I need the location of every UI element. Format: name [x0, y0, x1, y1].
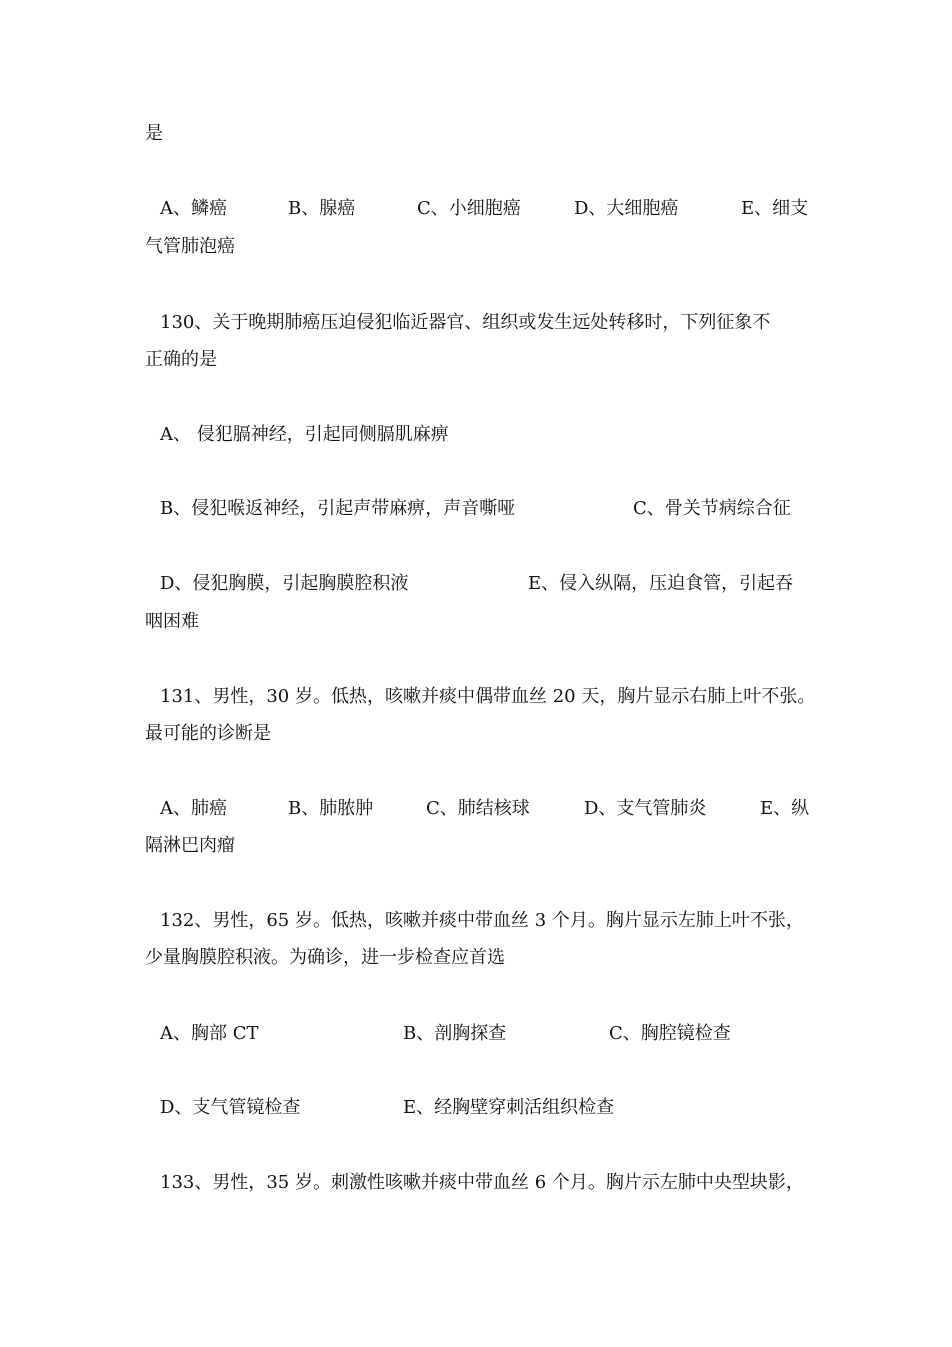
- question-132: 132、男性，65 岁。低热，咳嗽并痰中带血丝 3 个月。胸片显示左肺上叶不张，: [160, 910, 804, 931]
- text-line: 最可能的诊断是: [145, 723, 271, 744]
- option-d: D、大细胞癌: [574, 198, 679, 219]
- question-133: 133、男性，35 岁。刺激性咳嗽并痰中带血丝 6 个月。胸片示左肺中央型块影，: [160, 1172, 804, 1193]
- option-d: D、侵犯胸膜，引起胸膜腔积液: [160, 573, 409, 594]
- option-a: A、 侵犯膈神经，引起同侧膈肌麻痹: [160, 424, 449, 445]
- text-line: 少量胸膜腔积液。为确诊，进一步检查应首选: [145, 947, 505, 968]
- option-c: C、肺结核球: [426, 798, 530, 819]
- text-line: 是: [145, 123, 163, 144]
- option-d: D、支气管肺炎: [584, 798, 707, 819]
- text-line: 隔淋巴肉瘤: [145, 835, 235, 856]
- question-130: 130、关于晚期肺癌压迫侵犯临近器官、组织或发生远处转移时，下列征象不: [160, 312, 771, 333]
- option-c: C、小细胞癌: [417, 198, 521, 219]
- option-d: D、支气管镜检查: [160, 1097, 301, 1118]
- question-131: 131、男性，30 岁。低热，咳嗽并痰中偶带血丝 20 天，胸片显示右肺上叶不张。: [160, 686, 816, 707]
- option-e: E、细支: [741, 198, 809, 219]
- option-a: A、肺癌: [160, 798, 227, 819]
- text-line: 咽困难: [145, 611, 199, 632]
- option-b: B、腺癌: [288, 198, 356, 219]
- option-c: C、骨关节病综合征: [633, 498, 791, 519]
- text-line: 气管肺泡癌: [145, 236, 235, 257]
- option-a: A、胸部 CT: [160, 1023, 259, 1044]
- option-e: E、侵入纵隔，压迫食管，引起吞: [528, 573, 794, 594]
- option-b: B、剖胸探查: [403, 1023, 507, 1044]
- option-b: B、肺脓肿: [288, 798, 374, 819]
- option-c: C、胸腔镜检查: [609, 1023, 731, 1044]
- option-e: E、纵: [760, 798, 810, 819]
- option-e: E、经胸壁穿刺活组织检查: [403, 1097, 615, 1118]
- option-a: A、鳞癌: [160, 198, 227, 219]
- option-b: B、侵犯喉返神经，引起声带麻痹，声音嘶哑: [160, 498, 516, 519]
- text-line: 正确的是: [145, 349, 217, 370]
